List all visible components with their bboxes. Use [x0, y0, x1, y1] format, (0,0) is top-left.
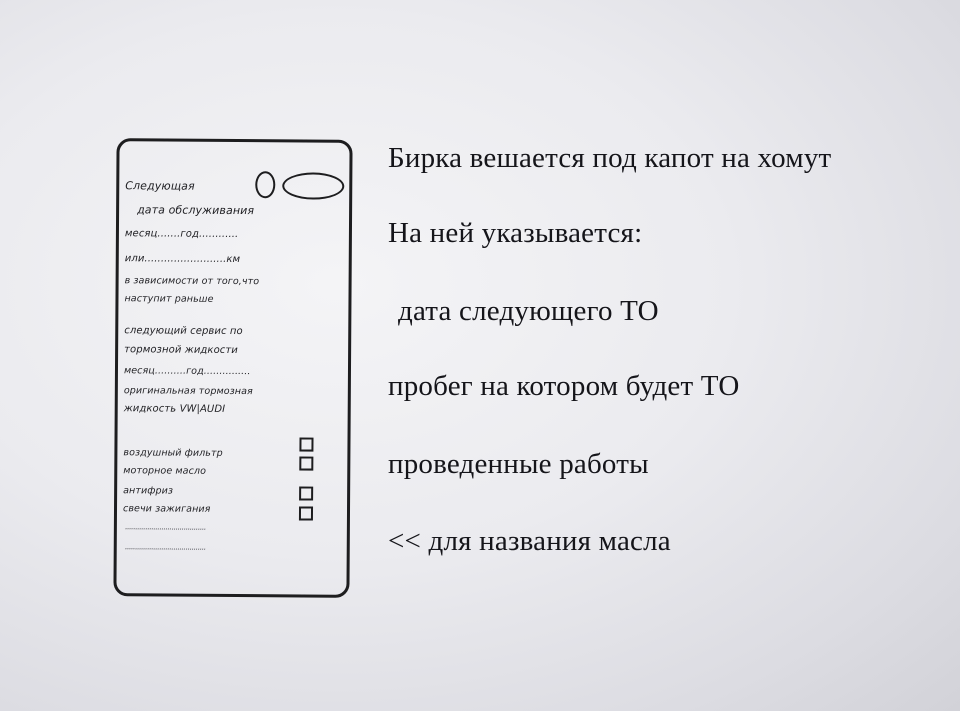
checkbox-engine-oil-icon — [299, 456, 313, 470]
note-work-performed: проведенные работы — [388, 448, 649, 480]
checkbox-antifreeze-icon — [299, 486, 313, 500]
tag-field-mileage: или.........................км — [124, 253, 241, 266]
checkbox-air-filter-icon — [299, 437, 313, 451]
tag-blank-line-1: ........................................ — [124, 521, 206, 533]
tag-hole-small-icon — [255, 171, 275, 198]
tag-item-air-filter: воздушный фильтр — [123, 447, 223, 459]
tag-title-next: Следующая — [125, 179, 195, 193]
tag-item-spark-plugs: свечи зажигания — [122, 503, 211, 515]
note-indicated-on-it: На ней указывается: — [388, 217, 643, 249]
tag-fluid-brand: жидкость VW|AUDI — [123, 403, 226, 415]
tag-brake-month-year: месяц..........год............... — [123, 365, 251, 378]
note-oil-name: << для названия масла — [388, 525, 671, 557]
tag-note-first: наступит раньше — [124, 293, 214, 305]
tag-original-fluid: оригинальная тормозная — [123, 385, 253, 398]
note-hang-under-hood: Бирка вешается под капот на хомут — [388, 142, 832, 174]
tag-item-antifreeze: антифриз — [123, 485, 174, 497]
service-tag-card — [113, 138, 352, 598]
tag-field-month-year: месяц.......год............ — [124, 228, 239, 241]
tag-note-whichever: в зависимости от того,что — [124, 275, 260, 288]
note-service-mileage: пробег на котором будет ТО — [388, 370, 740, 402]
checkbox-spark-plugs-icon — [299, 506, 313, 520]
tag-item-engine-oil: моторное масло — [123, 465, 207, 477]
tag-hole-large-icon — [282, 172, 344, 199]
tag-brake-service: следующий сервис по — [124, 325, 243, 338]
tag-title-service-date: дата обслуживания — [137, 203, 255, 218]
tag-blank-line-2: ........................................ — [124, 541, 206, 553]
note-next-service-date: дата следующего ТО — [398, 295, 659, 327]
tag-brake-fluid: тормозной жидкости — [124, 344, 238, 357]
